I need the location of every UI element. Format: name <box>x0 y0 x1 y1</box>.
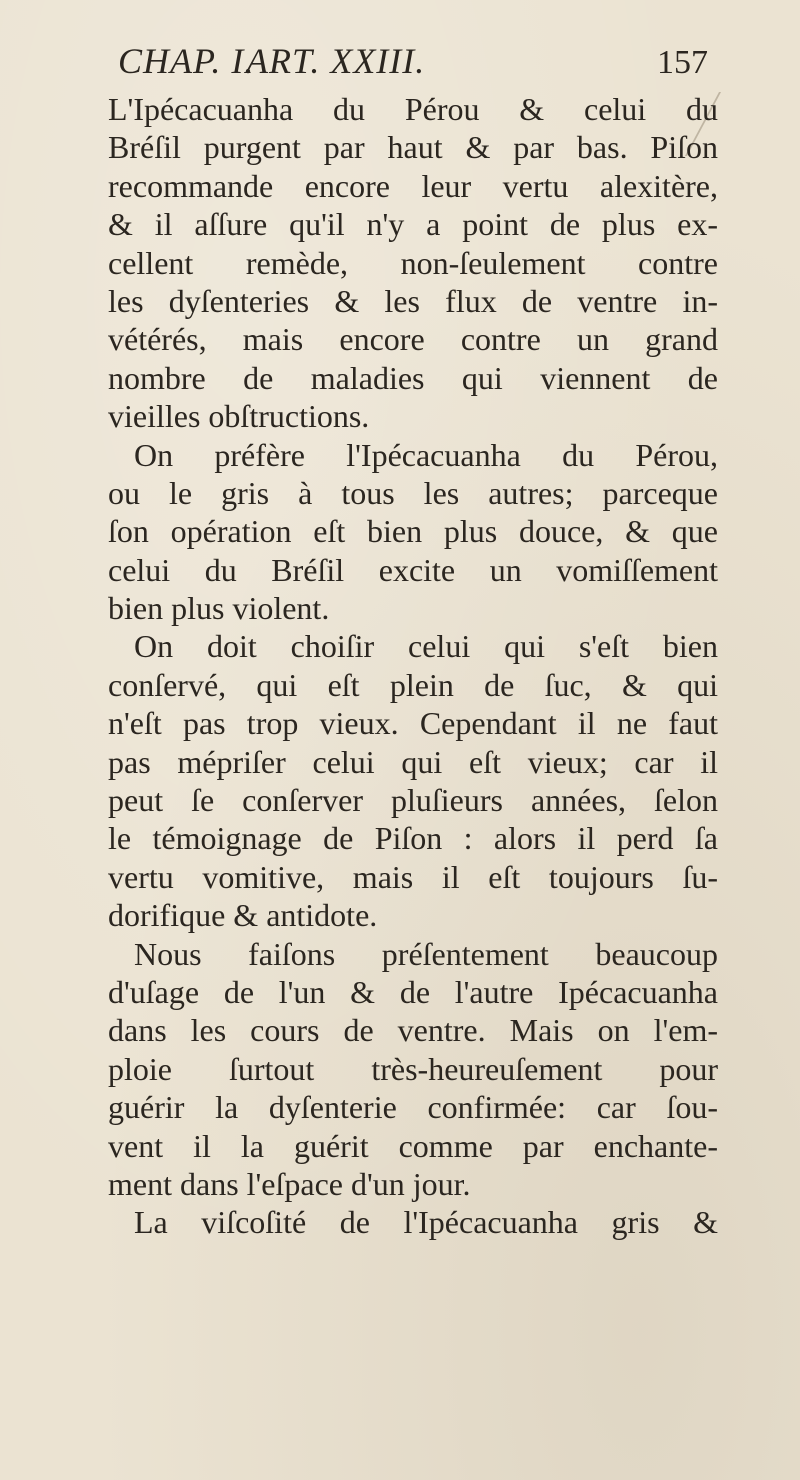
text-line: n'eſt pas trop vieux. Cependant il ne faut <box>108 705 718 742</box>
text-line: vent il la guérit comme par enchante- <box>108 1127 718 1164</box>
text-line: peut ſe conſerver pluſieurs années, ſelon <box>108 782 718 819</box>
text-line: cellent remède, non-ſeulement contre <box>108 244 718 281</box>
text-line: guérir la dyſenterie confirmée: car ſou- <box>108 1089 718 1126</box>
text-line: vertu vomitive, mais il eſt toujours ſu- <box>108 858 718 895</box>
text-line: ment dans l'eſpace d'un jour. <box>108 1165 471 1202</box>
paragraph-start-line: La viſcoſité de l'Ipécacuanha gris & <box>134 1204 718 1241</box>
paragraph-start-line: On doit choiſir celui qui s'eſt bien <box>134 628 718 665</box>
text-line: nombre de maladies qui viennent de <box>108 359 718 396</box>
text-line: d'uſage de l'un & de l'autre Ipécacuanha <box>108 973 718 1010</box>
text-line: pas mépriſer celui qui eſt vieux; car il <box>108 743 718 780</box>
body-text <box>108 90 718 1242</box>
text-line: ploie ſurtout très-heureuſement pour <box>108 1050 718 1087</box>
text-line: conſervé, qui eſt plein de ſuc, & qui <box>108 666 718 703</box>
text-line: vieilles obſtructions. <box>108 398 370 435</box>
text-line: L'Ipécacuanha du Pérou & celui du <box>108 91 718 127</box>
text-line: dans les cours de ventre. Mais on l'em- <box>108 1012 718 1049</box>
text-line: les dyſenteries & les flux de ventre in- <box>108 282 718 319</box>
page-number: 157 <box>657 44 708 81</box>
text-line: & il aſſure qu'il n'y a point de plus ex- <box>108 206 718 243</box>
text-line: bien plus violent. <box>108 590 330 627</box>
text-line: dorifique & antidote. <box>108 897 378 934</box>
text-line: ſon opération eſt bien plus douce, & que <box>108 513 718 550</box>
text-line: le témoignage de Piſon : alors il perd ſa <box>108 820 718 857</box>
text-line: vétérés, mais encore contre un grand <box>108 321 718 358</box>
paragraph-start-line: Nous faiſons préſentement beaucoup <box>134 935 718 972</box>
text-line: ou le gris à tous les autres; parceque <box>108 474 718 511</box>
paragraph-start-line: On préfère l'Ipécacuanha du Pérou, <box>134 436 718 473</box>
text-line: celui du Bréſil excite un vomiſſement <box>108 551 718 588</box>
text-line: Bréſil purgent par haut & par bas. Piſon <box>108 129 718 166</box>
text-line: recommande encore leur vertu alexitère, <box>108 167 718 204</box>
chapter-heading: CHAP. I. <box>118 41 255 81</box>
article-heading: ART. XXIII. <box>246 41 426 81</box>
